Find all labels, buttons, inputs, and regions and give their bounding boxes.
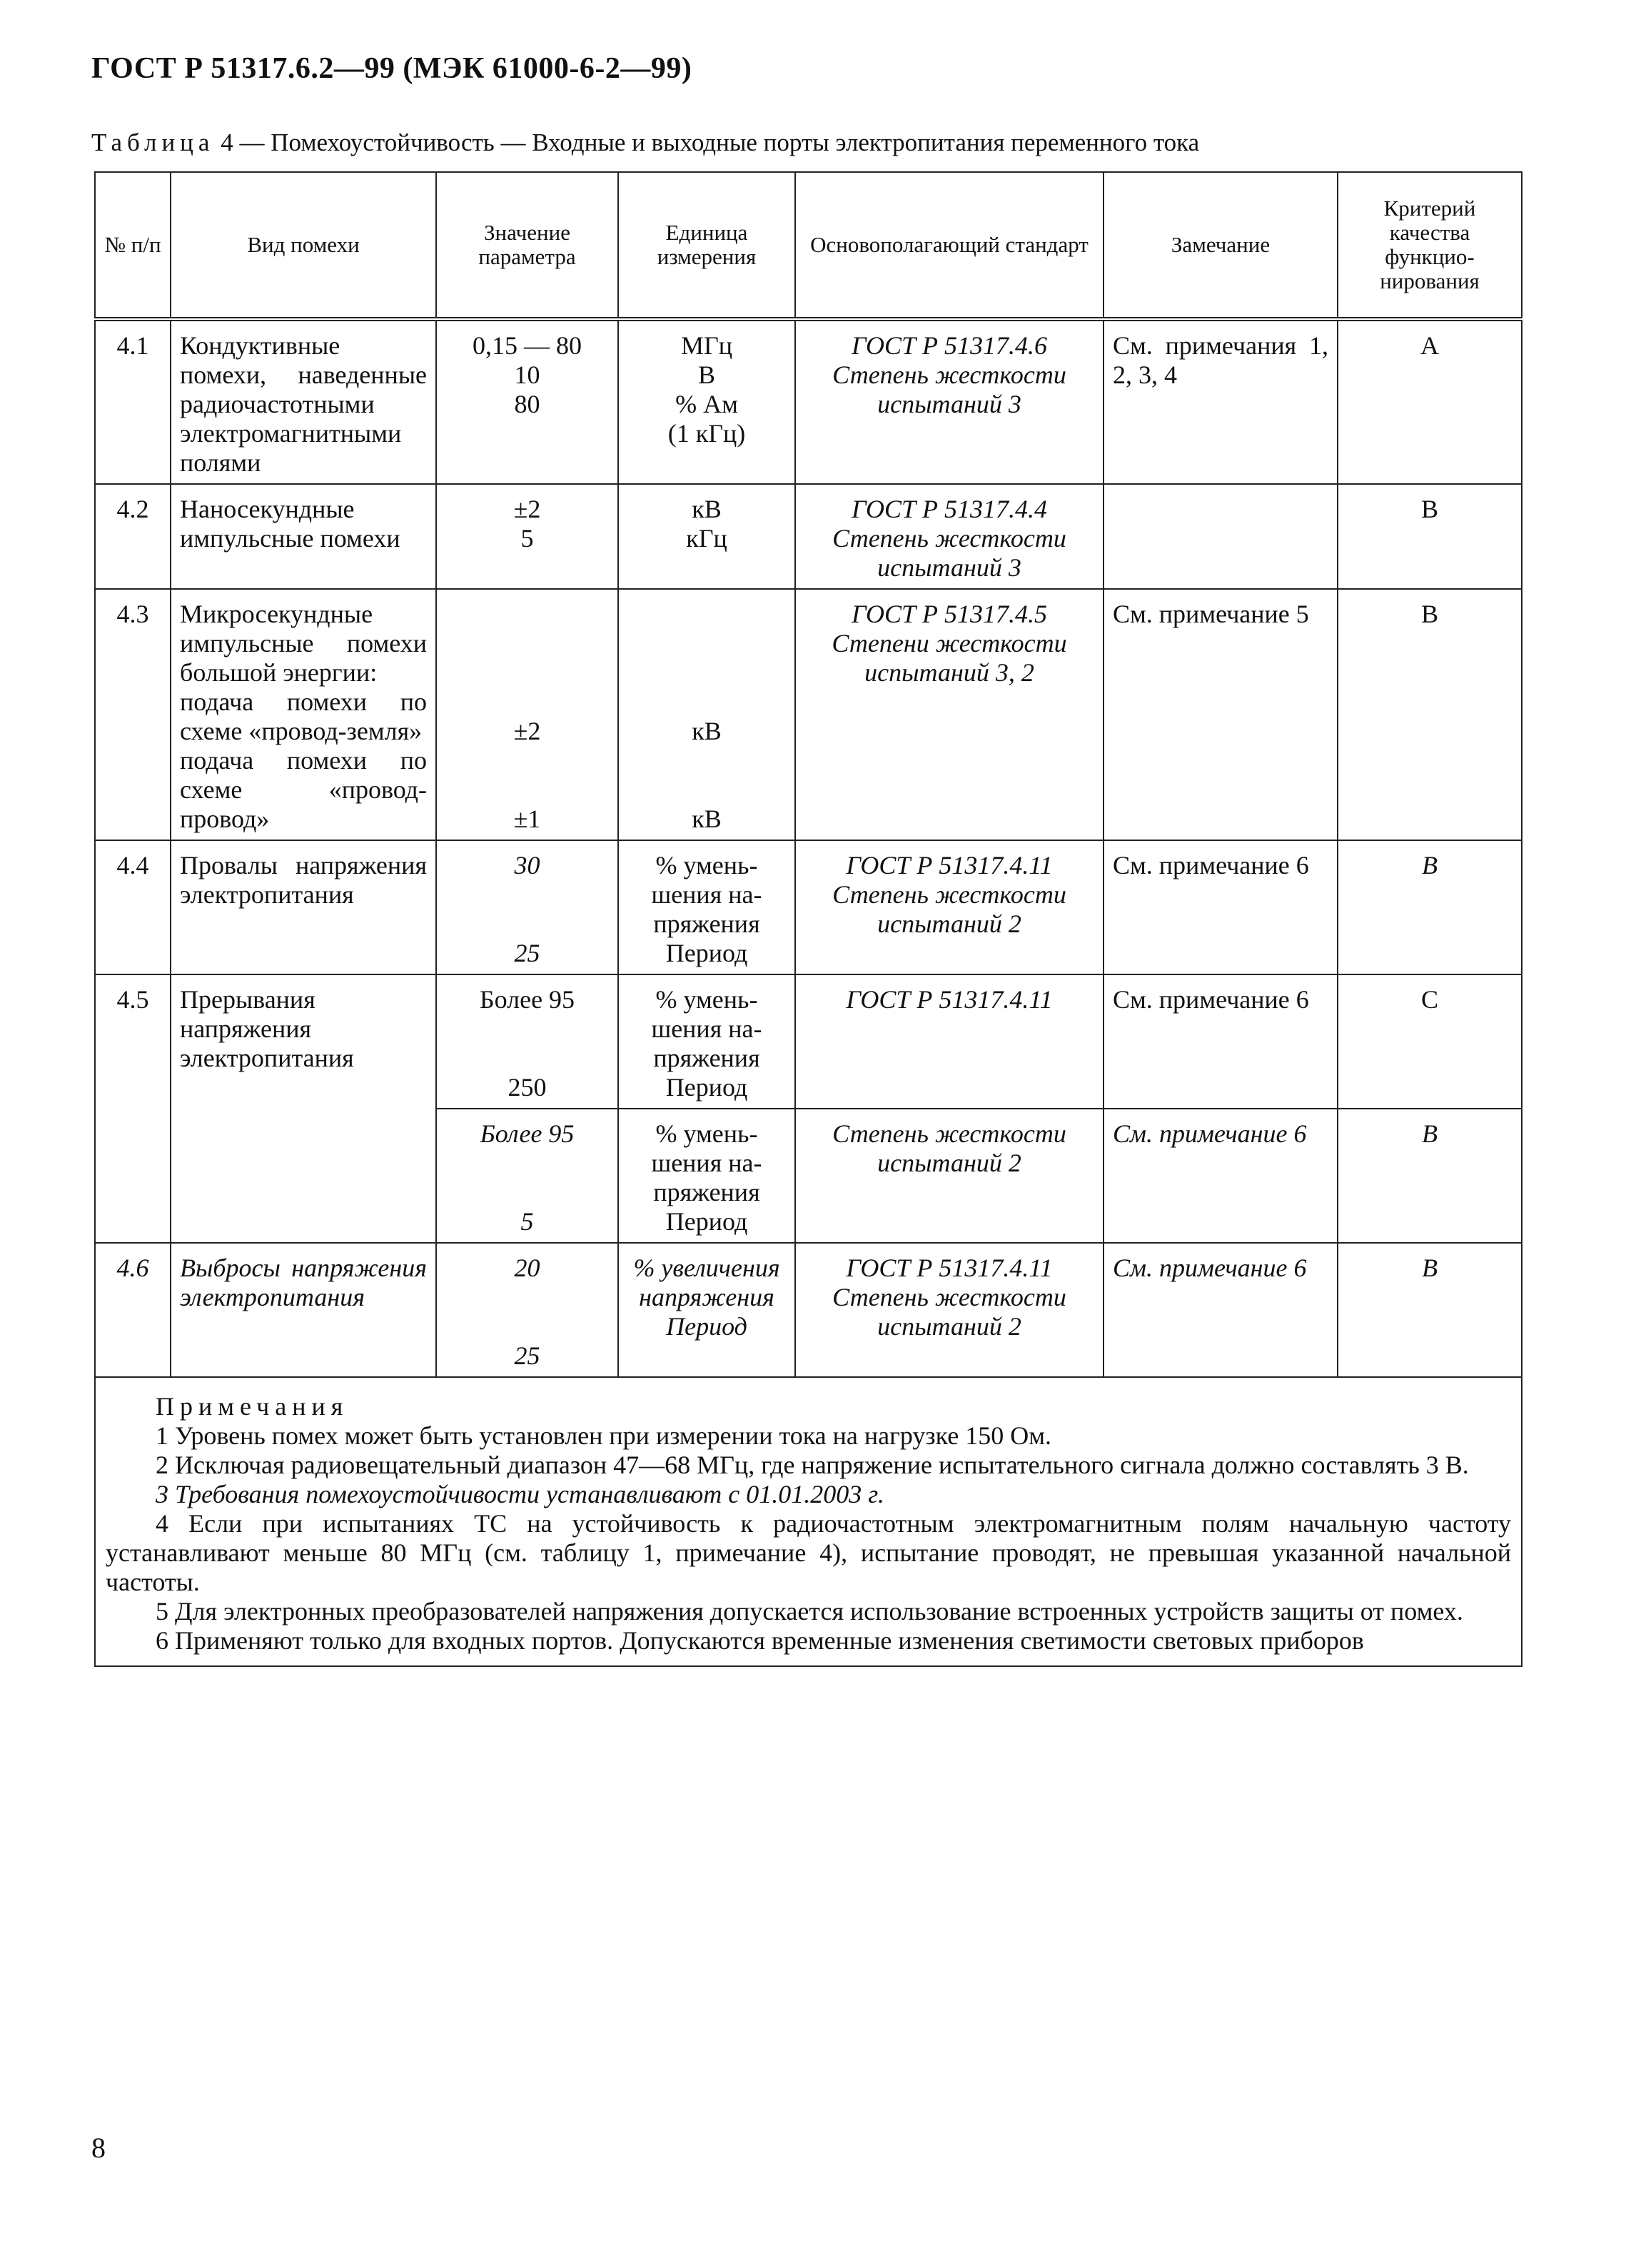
base-standard [795,589,1104,840]
unit: кВ [692,805,722,833]
table-row [95,1243,1522,1377]
parameter-values [436,589,618,840]
parameter-values [436,840,618,974]
table-row [95,589,1522,840]
parameter-value: ±2 [513,717,541,745]
standard-code: ГОСТ Р 51317.4.11 [846,851,1053,880]
table-caption [91,128,1199,157]
note-item: 1 Уровень помех может быть установлен при измерении тока на нагрузке 150 Ом. [156,1421,1051,1450]
parameter-value: ±1 [513,805,541,833]
table-header-row [95,172,1522,319]
standard-level: Степень жесткости испытаний 3 [832,361,1066,418]
unit: кВ [692,717,722,745]
base-standard [795,1243,1104,1377]
unit: Период [666,1312,747,1341]
col-header-standard: Основополагающий стандарт [795,172,1104,319]
disturbance-kind: Кондуктивные помехи, наведенные радиочастотными электромагнитными полями [171,319,436,484]
row-number: 4.4 [95,840,171,974]
table-row [95,974,1522,1109]
col-header-value: Значение параметра [436,172,618,319]
standard-level: Степень жесткости испытаний 3 [832,524,1066,582]
parameter-value: 5 [520,1207,534,1236]
parameter-values [436,319,618,484]
parameter-value: 5 [520,524,534,553]
remark: См. примечание 6 [1104,1243,1338,1377]
remark: См. примечание 5 [1104,589,1338,840]
unit: В [697,361,715,389]
standard-code: ГОСТ Р 51317.4.11 [846,985,1053,1014]
base-standard [795,319,1104,484]
unit: Период [665,1207,748,1236]
parameter-value: 25 [514,1341,540,1370]
col-header-number: № п/п [95,172,171,319]
notes-row [95,1377,1522,1666]
col-header-kind: Вид помехи [171,172,436,319]
disturbance-kind: Провалы напряжения электропитания [171,840,436,974]
parameter-value: Более 95 [479,985,575,1014]
disturbance-kind-main: Микросекундные импульсные помехи большой энергии: [180,600,427,687]
table-caption-label: Таблица [91,128,215,156]
remark: См. примечание 6 [1104,974,1338,1109]
units [618,319,795,484]
row-number: 4.1 [95,319,171,484]
units [618,484,795,589]
criterion: В [1338,484,1522,589]
remark: См. примечания 1, 2, 3, 4 [1104,319,1338,484]
note-item: 4 Если при испытаниях ТС на устойчивость к радиочастотным электромагнитным полям начальную частоту устанавливают меньше 80 МГц (см. таблицу 1, примечание 4), испытание проводят, не превышая указанной начальной частоты. [106,1509,1511,1596]
unit: % уменьшения напряжения [651,851,762,938]
unit: % уменьшения напряжения [651,985,762,1072]
notes-title: Примечания [156,1392,349,1421]
unit: % Ам [675,390,738,418]
remark: См. примечание 6 [1104,840,1338,974]
note-item: 3 Требования помехоустойчивости устанавливают с 01.01.2003 г. [156,1480,884,1508]
table-row [95,319,1522,484]
notes-block [95,1377,1522,1666]
unit: кГц [686,524,727,553]
unit: Период [665,939,748,967]
units [618,974,795,1109]
table-caption-text: 4 — Помехоустойчивость — Входные и выходные порты электропитания переменного тока [214,128,1200,156]
standard-level: Степени жесткости испытаний 3, 2 [832,629,1067,687]
units [618,1109,795,1243]
note-item: 5 Для электронных преобразователей напряжения допускается использование встроенных устройств защиты от помех. [156,1597,1463,1626]
disturbance-kind: Выбросы напряжения электропитания [171,1243,436,1377]
disturbance-sub-line: подача помехи по схеме «провод-провод» [180,746,427,833]
remark [1104,484,1338,589]
note-item: 6 Применяют только для входных портов. Допускаются временные изменения светимости световых приборов [156,1626,1364,1655]
standard-code: ГОСТ Р 51317.4.11 [846,1254,1053,1282]
criterion: B [1338,1243,1522,1377]
unit: МГц [680,331,733,360]
col-header-unit: Единица измерения [618,172,795,319]
base-standard [795,1109,1104,1243]
standard-level: Степень жесткости испытаний 2 [832,880,1066,938]
criterion: А [1338,319,1522,484]
table-row [95,840,1522,974]
parameter-value: Более 95 [480,1119,575,1148]
disturbance-sub-ground: подача помехи по схеме «провод-земля» [180,687,427,745]
unit: % увеличения напряжения [633,1254,780,1311]
parameter-value: 30 [514,851,540,880]
units [618,589,795,840]
standard-level: Степень жесткости испытаний 2 [832,1283,1066,1341]
unit: кВ [692,495,722,523]
immunity-table [94,171,1523,1667]
page-number: 8 [91,2132,106,2164]
unit: Период [665,1073,748,1102]
standard-code: ГОСТ Р 51317.4.5 [851,600,1048,628]
base-standard [795,484,1104,589]
units [618,840,795,974]
parameter-value: 10 [514,361,540,389]
row-number: 4.2 [95,484,171,589]
page-header: ГОСТ Р 51317.6.2—99 (МЭК 61000-6-2—99) [91,52,692,85]
parameter-value: 80 [514,390,540,418]
units [618,1243,795,1377]
col-header-criterion: Критерий качества функционирования [1338,172,1522,319]
table-row [95,484,1522,589]
parameter-value: ±2 [513,495,541,523]
row-number: 4.3 [95,589,171,840]
parameter-values [436,1243,618,1377]
parameter-values [436,1109,618,1243]
row-number: 4.6 [95,1243,171,1377]
base-standard [795,974,1104,1109]
parameter-value: 250 [508,1073,547,1102]
standard-level: Степень жесткости испытаний 2 [832,1119,1066,1177]
row-number: 4.5 [95,974,171,1243]
standard-code: ГОСТ Р 51317.4.6 [851,331,1048,360]
col-header-remark: Замечание [1104,172,1338,319]
criterion: B [1338,1109,1522,1243]
disturbance-kind [171,589,436,840]
criterion: С [1338,974,1522,1109]
disturbance-kind: Наносекундные импульсные помехи [171,484,436,589]
parameter-values [436,484,618,589]
note-item: 2 Исключая радиовещательный диапазон 47—68 МГц, где напряжение испытательного сигнала должно составлять 3 В. [156,1451,1469,1479]
parameter-values [436,974,618,1109]
criterion: B [1338,840,1522,974]
parameter-value: 0,15 — 80 [473,331,582,360]
remark: См. примечание 6 [1104,1109,1338,1243]
unit: (1 кГц) [667,419,746,448]
standard-code: ГОСТ Р 51317.4.4 [851,495,1048,523]
base-standard [795,840,1104,974]
disturbance-kind: Прерывания напряжения электропитания [171,974,436,1243]
parameter-value: 20 [514,1254,540,1282]
unit: % уменьшения напряжения [651,1119,762,1206]
criterion: В [1338,589,1522,840]
parameter-value: 25 [514,939,540,967]
